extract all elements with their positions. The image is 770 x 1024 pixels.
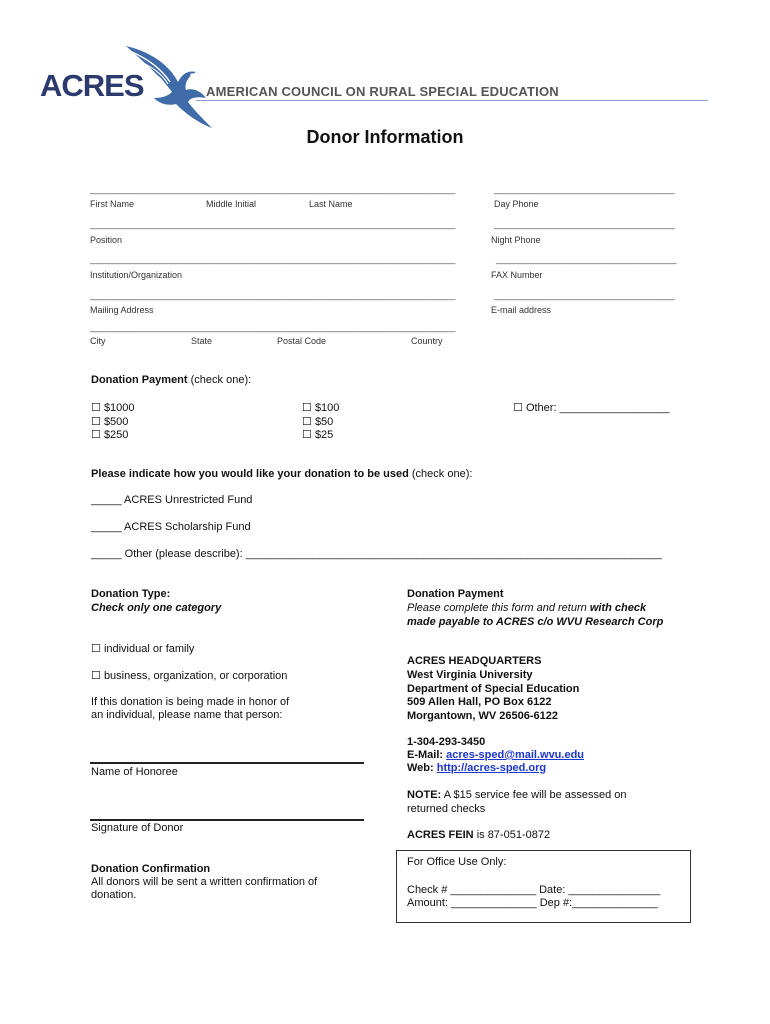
hq-line-3: Department of Special Education bbox=[407, 683, 580, 695]
institution-line[interactable]: _________________________________________________________________________________ bbox=[90, 254, 455, 264]
option-1000[interactable]: ☐ $1000 bbox=[91, 402, 135, 414]
first-name-label: First Name bbox=[90, 199, 135, 209]
usage-heading: Please indicate how you would like your donation to be used (check one): bbox=[91, 468, 473, 480]
last-name-label: Last Name bbox=[309, 199, 353, 209]
option-other[interactable]: ☐ Other: __________________ bbox=[513, 402, 670, 414]
checkbox-icon[interactable]: ☐ bbox=[513, 402, 523, 414]
web-row: Web: http://acres-sped.org bbox=[407, 762, 547, 774]
confirm-text-1: All donors will be sent a written confirmation of bbox=[91, 876, 318, 888]
position-label: Position bbox=[90, 235, 123, 245]
checkbox-icon[interactable]: ☐ bbox=[302, 429, 312, 441]
note-text-2: returned checks bbox=[407, 803, 486, 815]
mailing-line[interactable]: _________________________________________________________________________________ bbox=[90, 290, 455, 300]
office-heading: For Office Use Only: bbox=[407, 856, 507, 868]
position-line[interactable]: _________________________________________________________________________________ bbox=[90, 219, 455, 229]
email-row: E-Mail: acres-sped@mail.wvu.edu bbox=[407, 749, 585, 761]
honoree-label: Name of Honoree bbox=[91, 766, 178, 778]
pay-text-2: made payable to ACRES c/o WVU Research Corp bbox=[407, 616, 664, 628]
hq-line-4: 509 Allen Hall, PO Box 6122 bbox=[407, 696, 552, 708]
checkbox-icon[interactable]: ☐ bbox=[91, 670, 101, 682]
note-text-1: NOTE: A $15 service fee will be assessed on bbox=[407, 789, 627, 801]
state-label: State bbox=[191, 336, 213, 346]
pay-heading: Donation Payment bbox=[407, 588, 504, 600]
checkbox-icon[interactable]: ☐ bbox=[91, 416, 101, 428]
postal-code-label: Postal Code bbox=[277, 336, 327, 346]
day-phone-line[interactable]: ________________________________________ bbox=[494, 184, 675, 194]
type-subheading: Check only one category bbox=[91, 602, 222, 614]
honoree-line[interactable] bbox=[90, 762, 364, 764]
email-link[interactable]: acres-sped@mail.wvu.edu bbox=[446, 749, 585, 761]
institution-label: Institution/Organization bbox=[90, 270, 183, 280]
phone: 1-304-293-3450 bbox=[407, 736, 486, 748]
usage-unrestricted[interactable]: _____ ACRES Unrestricted Fund bbox=[91, 494, 253, 506]
fax-label: FAX Number bbox=[491, 270, 543, 280]
option-100[interactable]: ☐ $100 bbox=[302, 402, 340, 414]
logo-text: ACRES bbox=[40, 68, 144, 103]
confirm-text-2: donation. bbox=[91, 889, 137, 901]
night-phone-line[interactable]: ________________________________________ bbox=[494, 219, 675, 229]
day-phone-label: Day Phone bbox=[494, 199, 539, 209]
name-line[interactable]: _________________________________________________________________________________ bbox=[90, 184, 455, 194]
city-label: City bbox=[90, 336, 106, 346]
fax-line[interactable]: ________________________________________ bbox=[496, 254, 677, 264]
checkbox-icon[interactable]: ☐ bbox=[302, 416, 312, 428]
middle-initial-label: Middle Initial bbox=[206, 199, 257, 209]
pay-text-1: Please complete this form and return with check bbox=[407, 602, 647, 614]
fein: ACRES FEIN is 87-051-0872 bbox=[407, 829, 551, 841]
honor-text-1: If this donation is being made in honor of bbox=[91, 696, 290, 708]
checkbox-icon[interactable]: ☐ bbox=[302, 402, 312, 414]
eagle-logo-icon bbox=[122, 44, 214, 132]
type-business[interactable]: ☐ business, organization, or corporation bbox=[91, 670, 288, 682]
payment-heading: Donation Payment (check one): bbox=[91, 374, 252, 386]
web-link[interactable]: http://acres-sped.org bbox=[436, 762, 547, 774]
usage-other[interactable]: _____ Other (please describe): ____________________________________________________________________ bbox=[91, 548, 662, 560]
hq-line-2: West Virginia University bbox=[407, 669, 533, 681]
mailing-label: Mailing Address bbox=[90, 305, 154, 315]
option-25[interactable]: ☐ $25 bbox=[302, 429, 334, 441]
signature-line[interactable] bbox=[90, 819, 364, 821]
office-line-2: Amount: ______________ Dep #:______________ bbox=[407, 897, 658, 909]
checkbox-icon[interactable]: ☐ bbox=[91, 402, 101, 414]
usage-scholarship[interactable]: _____ ACRES Scholarship Fund bbox=[91, 521, 251, 533]
city-line[interactable]: _________________________________________________________________________________ bbox=[90, 322, 455, 332]
checkbox-icon[interactable]: ☐ bbox=[91, 429, 101, 441]
signature-label: Signature of Donor bbox=[91, 822, 184, 834]
option-250[interactable]: ☐ $250 bbox=[91, 429, 129, 441]
confirm-heading: Donation Confirmation bbox=[91, 863, 211, 875]
office-line-1: Check # ______________ Date: _______________ bbox=[407, 884, 661, 896]
option-50[interactable]: ☐ $50 bbox=[302, 416, 334, 428]
type-individual[interactable]: ☐ individual or family bbox=[91, 643, 195, 655]
country-label: Country bbox=[411, 336, 443, 346]
option-500[interactable]: ☐ $500 bbox=[91, 416, 129, 428]
honor-text-2: an individual, please name that person: bbox=[91, 709, 283, 721]
page-title: Donor Information bbox=[306, 127, 464, 147]
hq-line-5: Morgantown, WV 26506-6122 bbox=[407, 710, 558, 722]
checkbox-icon[interactable]: ☐ bbox=[91, 643, 101, 655]
email-line[interactable]: ________________________________________ bbox=[494, 290, 675, 300]
night-phone-label: Night Phone bbox=[491, 235, 541, 245]
email-label: E-mail address bbox=[491, 305, 552, 315]
type-heading: Donation Type: bbox=[91, 588, 171, 600]
header-divider bbox=[196, 100, 708, 101]
org-name: AMERICAN COUNCIL ON RURAL SPECIAL EDUCATION bbox=[206, 84, 559, 99]
hq-line-1: ACRES HEADQUARTERS bbox=[407, 655, 542, 667]
